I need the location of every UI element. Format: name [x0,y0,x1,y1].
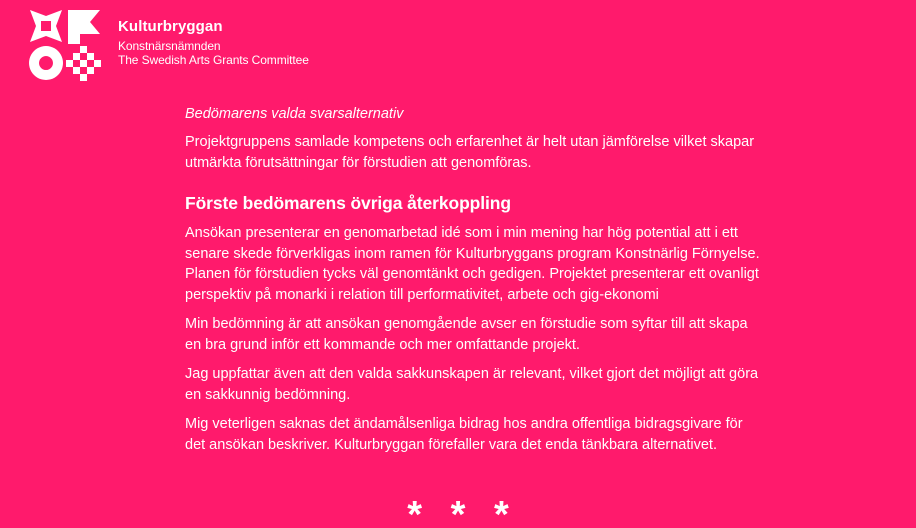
selected-answer-text: Projektgruppens samlade kompetens och erfarenhet är helt utan jämförelse vilket skapar utmärkta förutsättningar för förstudien att genomföras. [185,134,755,171]
brand-block [118,19,309,67]
main-content [185,104,765,464]
section-divider: * * * [407,494,518,528]
brand-subtitle-en: The Swedish Arts Grants Committee [118,53,309,67]
section-heading: Förste bedömarens övriga återkoppling [185,193,511,213]
brand-name: Kulturbryggan [118,18,223,35]
kulturbryggan-logo-icon [28,8,102,82]
header [28,8,309,82]
feedback-paragraph-1: Ansökan presenterar en genomarbetad idé som i min mening har hög potential att i ett senare skede förverkligas inom ramen för Kulturbryggans program Konstnärlig Förnyelse. Planen för förstudien tycks väl genomtänkt och gedigen. Projektet presenterar ett ovanligt perspektiv på monarki i relation till performativitet, arbete och gig-ekonomi [185,225,760,303]
brand-subtitle-sv: Konstnärsnämnden [118,39,221,53]
feedback-paragraph-2: Min bedömning är att ansökan genomgående avser en förstudie som syftar till att skapa en bra grund inför ett kommande och mer omfattande projekt. [185,316,748,353]
section-eyebrow: Bedömarens valda svarsalternativ [185,106,404,122]
feedback-paragraph-3: Jag uppfattar även att den valda sakkunskapen är relevant, vilket gjort det möjligt att göra en sakkunnig bedömning. [185,366,759,403]
feedback-paragraph-4: Mig veterligen saknas det ändamålsenliga bidrag hos andra offentliga bidragsgivare för det ansökan beskriver. Kulturbryggan förefaller vara det enda tänkbara alternativet. [185,416,743,453]
